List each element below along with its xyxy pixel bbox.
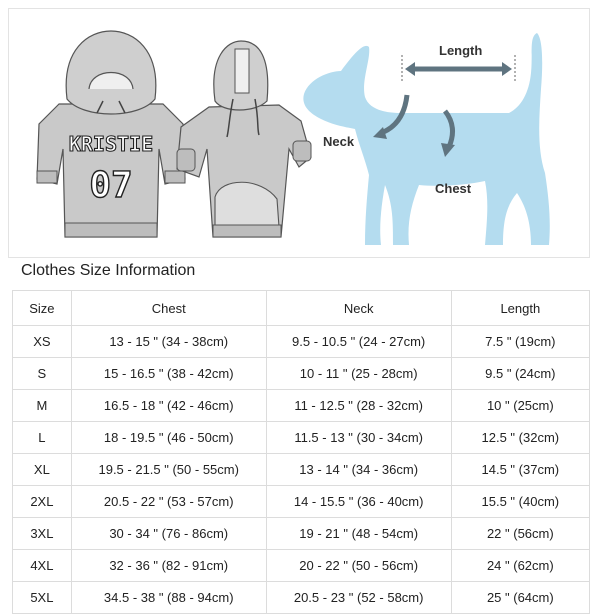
size-cell: S	[13, 358, 72, 390]
header-chest: Chest	[71, 291, 266, 326]
chest-cell: 15 - 16.5 " (38 - 42cm)	[71, 358, 266, 390]
size-cell: 4XL	[13, 550, 72, 582]
length-cell: 9.5 " (24cm)	[451, 358, 589, 390]
neck-cell: 11.5 - 13 " (30 - 34cm)	[266, 422, 451, 454]
table-row	[13, 486, 590, 518]
table-row	[13, 390, 590, 422]
table-row	[13, 326, 590, 358]
hoodie-side-image	[177, 41, 311, 237]
neck-cell: 20.5 - 23 " (52 - 58cm)	[266, 582, 451, 614]
chest-cell: 30 - 34 " (76 - 86cm)	[71, 518, 266, 550]
length-cell: 7.5 " (19cm)	[451, 326, 589, 358]
size-table	[12, 290, 590, 614]
neck-cell: 19 - 21 " (48 - 54cm)	[266, 518, 451, 550]
table-header-row	[13, 291, 590, 326]
neck-cell: 13 - 14 " (34 - 36cm)	[266, 454, 451, 486]
neck-cell: 14 - 15.5 " (36 - 40cm)	[266, 486, 451, 518]
header-length: Length	[451, 291, 589, 326]
neck-label: Neck	[323, 134, 355, 149]
size-info-title: Clothes Size Information	[21, 262, 196, 279]
chest-cell: 13 - 15 " (34 - 38cm)	[71, 326, 266, 358]
length-cell: 15.5 " (40cm)	[451, 486, 589, 518]
table-row	[13, 582, 590, 614]
neck-cell: 20 - 22 " (50 - 56cm)	[266, 550, 451, 582]
chest-cell: 19.5 - 21.5 " (50 - 55cm)	[71, 454, 266, 486]
size-cell: M	[13, 390, 72, 422]
length-cell: 14.5 " (37cm)	[451, 454, 589, 486]
hoodie-front-number: 07	[89, 165, 133, 206]
table-row	[13, 422, 590, 454]
length-cell: 12.5 " (32cm)	[451, 422, 589, 454]
table-row	[13, 550, 590, 582]
length-label: Length	[439, 43, 483, 58]
length-cell: 25 " (64cm)	[451, 582, 589, 614]
size-cell: 2XL	[13, 486, 72, 518]
chest-cell: 34.5 - 38 " (88 - 94cm)	[71, 582, 266, 614]
size-cell: 5XL	[13, 582, 72, 614]
chest-cell: 32 - 36 " (82 - 91cm)	[71, 550, 266, 582]
neck-cell: 10 - 11 " (25 - 28cm)	[266, 358, 451, 390]
chest-cell: 16.5 - 18 " (42 - 46cm)	[71, 390, 266, 422]
size-cell: XS	[13, 326, 72, 358]
chest-cell: 20.5 - 22 " (53 - 57cm)	[71, 486, 266, 518]
table-row	[13, 358, 590, 390]
length-cell: 10 " (25cm)	[451, 390, 589, 422]
neck-cell: 9.5 - 10.5 " (24 - 27cm)	[266, 326, 451, 358]
header-size: Size	[13, 291, 72, 326]
product-illustration-panel	[8, 8, 590, 258]
size-cell: XL	[13, 454, 72, 486]
length-cell: 24 " (62cm)	[451, 550, 589, 582]
size-cell: L	[13, 422, 72, 454]
table-row	[13, 454, 590, 486]
table-row	[13, 518, 590, 550]
length-cell: 22 " (56cm)	[451, 518, 589, 550]
chest-cell: 18 - 19.5 " (46 - 50cm)	[71, 422, 266, 454]
illustration-svg	[9, 9, 589, 257]
neck-cell: 11 - 12.5 " (28 - 32cm)	[266, 390, 451, 422]
hoodie-front-name: KRISTIE	[68, 132, 154, 156]
header-neck: Neck	[266, 291, 451, 326]
length-arrow	[402, 55, 515, 81]
size-cell: 3XL	[13, 518, 72, 550]
chest-label: Chest	[435, 181, 472, 196]
